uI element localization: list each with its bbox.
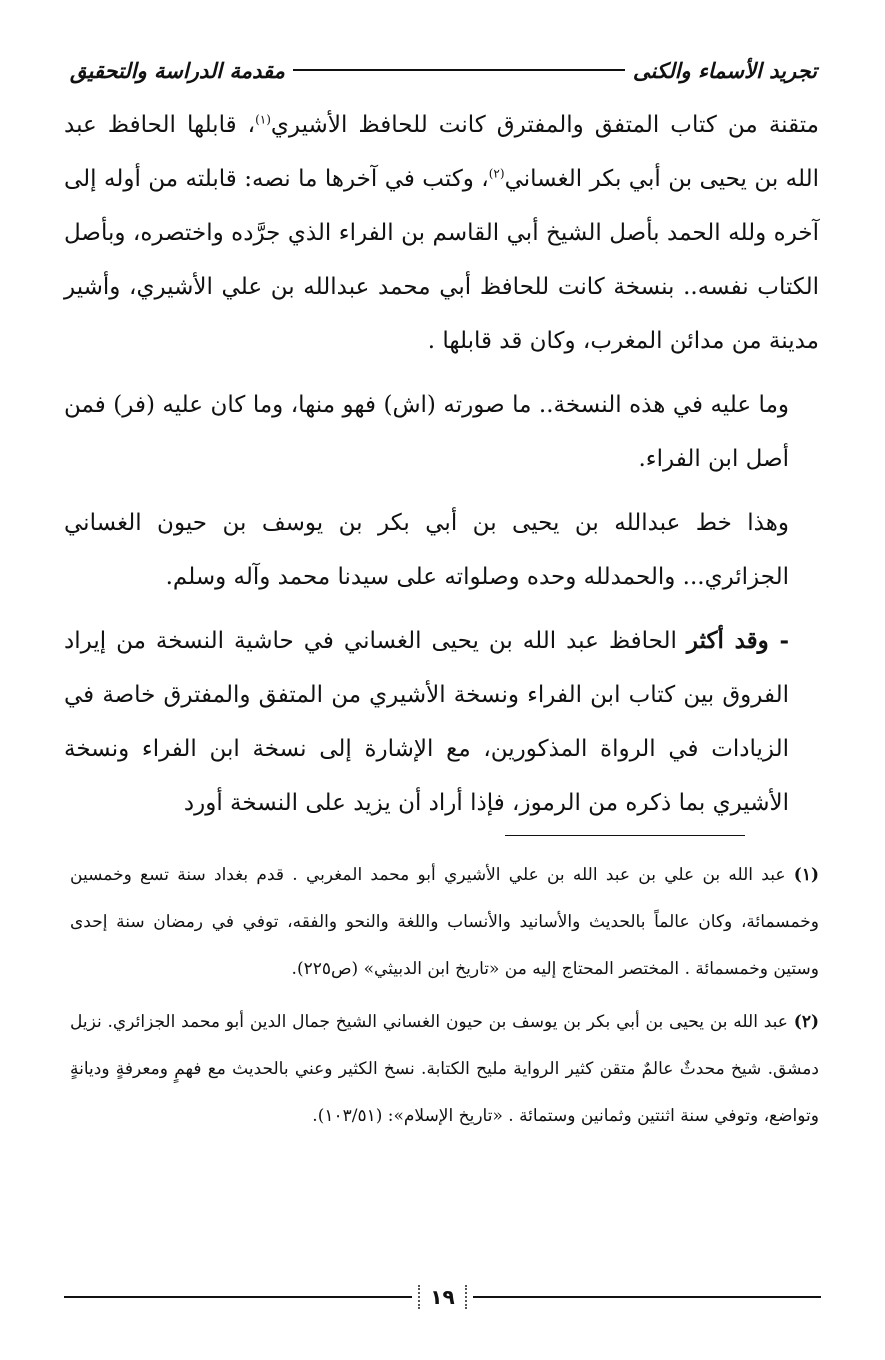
footnote-1-number: (١) xyxy=(793,865,819,885)
header-rule xyxy=(293,69,625,71)
paragraph-1-part-c: ، وكتب في آخرها ما نصه: قابلته من أوله إلى آخره ولله الحمد بأصل الشيخ أبي القاسم بن الفراء الذي جرَّده واختصره، وبأصل الكتاب نفسه.. بنسخة كانت للحافظ أبي محمد عبدالله بن علي الأشيري، وأشير مدينة من مدائن المغرب، وكان قد قابلها . xyxy=(64,166,819,354)
footnote-2-text: عبد الله بن يحيى بن أبي بكر بن يوسف بن حيون الغساني الشيخ جمال الدين أبو محمد الجزائري. نزيل دمشق. شيخ محدثٌ عالمٌ متقن كثير الرواية مليح الكتابة. نسخ الكثير وعني بالحديث مع فهمٍ ومعرفةٍ وديانةٍ وتواضع، وتوفي سنة اثنتين وثمانين وستمائة . «تاريخ الإسلام»: (١٠٣/٥١). xyxy=(70,1012,819,1126)
footnote-ref-2[interactable]: (٢) xyxy=(488,166,505,181)
book-title: تجريد الأسماء والكنى xyxy=(632,57,817,83)
page-number: ١٩ xyxy=(418,1285,466,1309)
footer-rule-right xyxy=(473,1296,821,1298)
footnotes xyxy=(70,852,819,1140)
paragraph-1-part-a: متقنة من كتاب المتفق والمفترق كانت للحافظ الأشيري xyxy=(270,112,819,138)
footnote-1-text: عبد الله بن علي بن عبد الله بن علي الأشيري أبو محمد المغربي . قدم بغداد سنة تسع وخمسين وخمسمائة، وكان عالماً بالحديث والأسانيد والأنساب واللغة والنحو والفقه، توفي في رمضان سنة إحدى وستين وخمسمائة . المختصر المحتاج إليه من «تاريخ ابن الدبيثي» (ص٢٢٥). xyxy=(70,865,819,979)
paragraph-4-lead: - وقد أكثر xyxy=(686,627,789,654)
footnote-2 xyxy=(70,999,819,1140)
running-header xyxy=(70,52,817,88)
footer-rule-left xyxy=(64,1296,412,1298)
paragraph-3: وهذا خط عبدالله بن يحيى بن أبي بكر بن يوسف بن حيون الغساني الجزائري... والحمدلله وحده وصلواته على سيدنا محمد وآله وسلم. xyxy=(64,510,789,590)
paragraph-1-part-b: ، قابلها الحافظ عبد الله بن يحيى بن أبي بكر الغساني xyxy=(64,112,819,192)
paragraph-1 xyxy=(64,98,819,368)
page-footer xyxy=(64,1282,821,1312)
footnote-1 xyxy=(70,852,819,993)
section-title: مقدمة الدراسة والتحقيق xyxy=(70,57,285,83)
paragraph-4 xyxy=(64,614,819,830)
footnote-2-number: (٢) xyxy=(793,1012,819,1032)
paragraph-2: وما عليه في هذه النسخة.. ما صورته (اش) فهو منها، وما كان عليه (فر) فمن أصل ابن الفراء. xyxy=(64,392,789,472)
footnote-separator xyxy=(505,835,745,836)
paragraph-4-rest: الحافظ عبد الله بن يحيى الغساني في حاشية النسخة من إيراد الفروق بين كتاب ابن الفراء ونسخة الأشيري من المتفق والمفترق خاصة في الزيادات في الرواة المذكورين، مع الإشارة إلى نسخة ابن الفراء ونسخة الأشيري بما ذكره من الرموز، فإذا أراد أن يزيد على النسخة أورد xyxy=(64,628,789,816)
footnote-ref-1[interactable]: (١) xyxy=(255,112,271,127)
main-text xyxy=(64,98,819,830)
